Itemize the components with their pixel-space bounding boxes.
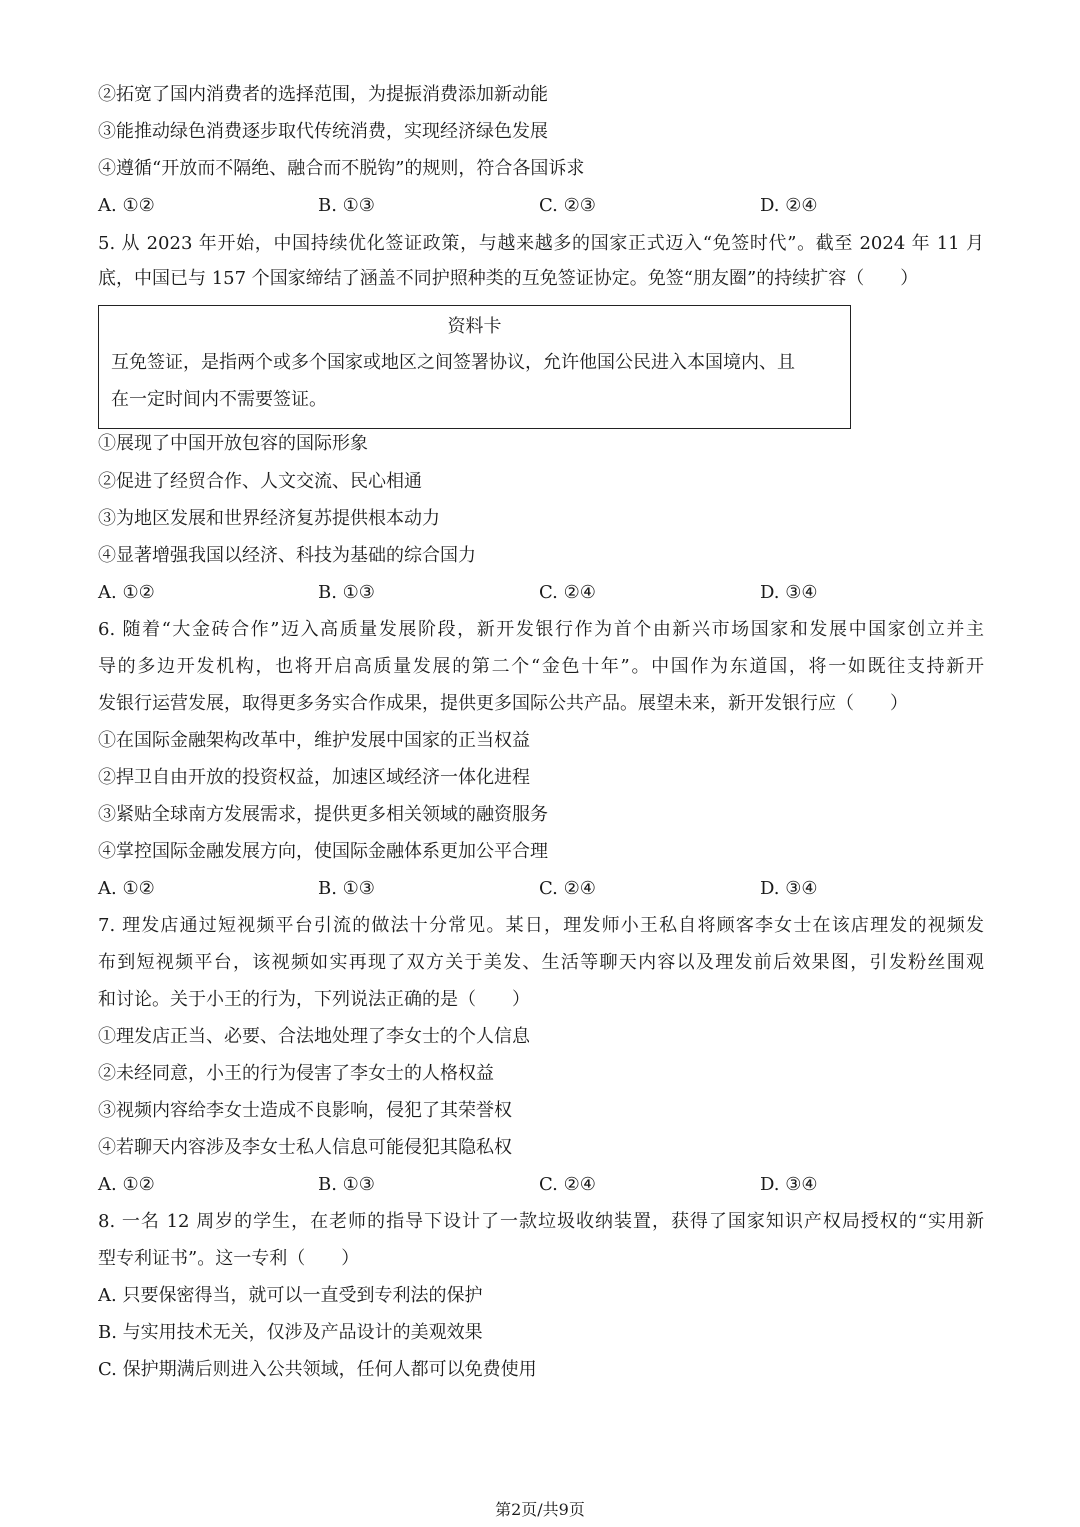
option-c: C. ②④ [539, 1174, 596, 1195]
q8-option: C. 保护期满后则进入公共领域，任何人都可以免费使用 [98, 1359, 537, 1380]
q8-option: B. 与实用技术无关，仅涉及产品设计的美观效果 [98, 1322, 483, 1343]
q5-statement: ①展现了中国开放包容的国际形象 [98, 433, 368, 454]
q4-statement: ②拓宽了国内消费者的选择范围，为提振消费添加新动能 [98, 84, 548, 105]
option-a: A. ①② [98, 878, 155, 899]
q4-statement: ④遵循“开放而不隔绝、融合而不脱钩”的规则，符合各国诉求 [98, 158, 585, 179]
option-d: D. ③④ [760, 878, 818, 899]
option-a: A. ①② [98, 195, 155, 216]
q4-options [98, 195, 984, 217]
page-number: 第2页/共9页 [495, 1500, 585, 1519]
q6-stem-line: 导的多边开发机构，也将开启高质量发展的第二个“金色十年”。中国作为东道国，将一如既往支持新开 [98, 656, 984, 677]
q5-statement: ③为地区发展和世界经济复苏提供根本动力 [98, 508, 440, 529]
option-d: D. ②④ [760, 195, 818, 216]
q7-statement: ④若聊天内容涉及李女士私人信息可能侵犯其隐私权 [98, 1137, 512, 1158]
q8-option: A. 只要保密得当，就可以一直受到专利法的保护 [98, 1285, 483, 1306]
option-b: B. ①③ [318, 195, 375, 216]
info-card-line: 互免签证，是指两个或多个国家或地区之间签署协议，允许他国公民进入本国境内、且 [111, 352, 795, 373]
q6-stem-line: 发银行运营发展，取得更多务实合作成果，提供更多国际公共产品。展望未来，新开发银行应（ ） [98, 693, 908, 714]
q7-statement: ②未经同意，小王的行为侵害了李女士的人格权益 [98, 1063, 494, 1084]
option-b: B. ①③ [318, 878, 375, 899]
q7-options [98, 1174, 984, 1196]
q7-stem-line: 布到短视频平台，该视频如实再现了双方关于美发、生活等聊天内容以及理发前后效果图，引发粉丝围观 [98, 952, 984, 973]
q7-statement: ①理发店正当、必要、合法地处理了李女士的个人信息 [98, 1026, 530, 1047]
q6-statement: ①在国际金融架构改革中，维护发展中国家的正当权益 [98, 730, 530, 751]
q5-statement: ④显著增强我国以经济、科技为基础的综合国力 [98, 545, 476, 566]
q8-stem-line: 型专利证书”。这一专利（ ） [98, 1248, 360, 1269]
q6-stem-line: 6. 随着“大金砖合作”迈入高质量发展阶段，新开发银行作为首个由新兴市场国家和发展中国家创立并主 [98, 619, 984, 640]
q7-stem-line: 和讨论。关于小王的行为，下列说法正确的是（ ） [98, 989, 530, 1010]
q5-statement: ②促进了经贸合作、人文交流、民心相通 [98, 471, 422, 492]
q6-statement: ②捍卫自由开放的投资权益，加速区域经济一体化进程 [98, 767, 530, 788]
option-c: C. ②④ [539, 582, 596, 603]
q6-statement: ④掌控国际金融发展方向，使国际金融体系更加公平合理 [98, 841, 548, 862]
q7-statement: ③视频内容给李女士造成不良影响，侵犯了其荣誉权 [98, 1100, 512, 1121]
q7-stem-line: 7. 理发店通过短视频平台引流的做法十分常见。某日，理发师小王私自将顾客李女士在该店理发的视频发 [98, 915, 984, 936]
info-card [98, 305, 851, 429]
info-card-title: 资料卡 [447, 316, 502, 337]
option-b: B. ①③ [318, 1174, 375, 1195]
q5-stem-line: 底，中国已与 157 个国家缔结了涵盖不同护照种类的互免签证协定。免签“朋友圈”的持续扩容（ ） [98, 268, 919, 289]
option-a: A. ①② [98, 582, 155, 603]
q6-statement: ③紧贴全球南方发展需求，提供更多相关领域的融资服务 [98, 804, 548, 825]
option-d: D. ③④ [760, 1174, 818, 1195]
q5-options [98, 582, 984, 604]
option-d: D. ③④ [760, 582, 818, 603]
info-card-line: 在一定时间内不需要签证。 [111, 389, 327, 410]
q6-options [98, 878, 984, 900]
q8-stem-line: 8. 一名 12 周岁的学生，在老师的指导下设计了一款垃圾收纳装置，获得了国家知识产权局授权的“实用新 [98, 1211, 984, 1232]
q5-stem-line: 5. 从 2023 年开始，中国持续优化签证政策，与越来越多的国家正式迈入“免签时代”。截至 2024 年 11 月 [98, 233, 984, 254]
option-c: C. ②③ [539, 195, 596, 216]
option-c: C. ②④ [539, 878, 596, 899]
option-b: B. ①③ [318, 582, 375, 603]
option-a: A. ①② [98, 1174, 155, 1195]
q4-statement: ③能推动绿色消费逐步取代传统消费，实现经济绿色发展 [98, 121, 548, 142]
